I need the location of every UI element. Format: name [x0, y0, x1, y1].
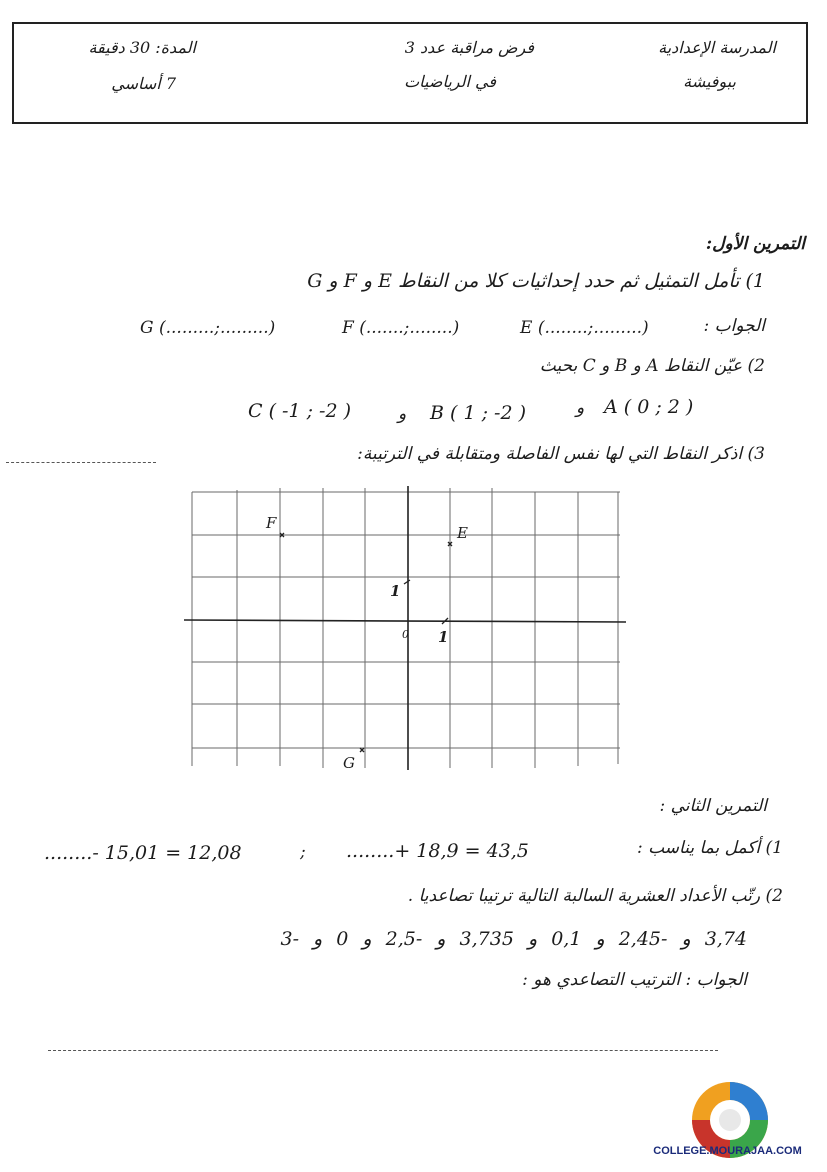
label-f: F [266, 514, 277, 532]
equation-2: ........- 15,01 = 12,08 [44, 842, 242, 864]
answer-dotted-line [6, 462, 156, 463]
exercise1-q1: 1) تأمل التمثيل ثم حدد إحداثيات كلا من النقاط E و F و G [307, 270, 765, 292]
grade-level: 7 أساسي [111, 74, 176, 93]
answer-g: G (.........;.........) [140, 318, 276, 338]
y-unit-tick [404, 580, 410, 584]
point-b: B ( 1 ; -2 ) [430, 402, 526, 424]
exercise2-title: التمرين الثاني : [659, 796, 767, 816]
label-origin: 0 [402, 628, 409, 641]
x-axis [184, 620, 626, 622]
test-subject: في الرياضيات [404, 72, 496, 91]
test-title: فرض مراقبة عدد 3 [404, 38, 534, 57]
exercise2-q1: 1) أكمل بما يناسب : [636, 838, 783, 858]
exercise2-answer: الجواب : الترتيب التصاعدي هو : [522, 970, 747, 990]
site-logo [680, 1072, 780, 1172]
point-markers [280, 533, 452, 752]
and-2: و [398, 404, 407, 424]
point-g-marker [360, 748, 364, 752]
equation-1: ........+ 18,9 = 43,5 [346, 840, 529, 862]
number-list: 3,74 و -2,45 و 0,1 و 3,735 و -2,5 و 0 و -3 [280, 928, 747, 950]
answer-e: E (........;.........) [520, 318, 649, 338]
test-duration: المدة: 30 دقيقة [88, 38, 196, 57]
answer-f: F (.......;........) [342, 318, 460, 338]
site-url: COLLEGE.MOURAJAA.COM [653, 1145, 802, 1157]
answer-label: الجواب : [703, 316, 765, 336]
exercise1-q3: 3) اذكر النقاط التي لها نفس الفاصلة ومتقابلة في الترتيبة: [357, 444, 765, 464]
label-e: E [457, 524, 468, 542]
header-box [12, 22, 808, 124]
school-town: ببوفيشة [683, 72, 736, 91]
answer-dotted-line-2 [48, 1050, 718, 1051]
equation-separator: ; [300, 842, 306, 862]
exercise1-q2: 2) عيّن النقاط A و B و C بحيث [539, 356, 765, 376]
coordinate-grid [180, 478, 630, 773]
label-one-x: 1 [438, 628, 449, 646]
label-one-y: 1 [390, 582, 401, 600]
point-a: A ( 0 ; 2 ) [604, 396, 694, 418]
exercise1-title: التمرين الأول: [705, 234, 805, 254]
school-name: المدرسة الإعدادية [658, 38, 776, 57]
and-1: و [576, 398, 585, 418]
point-c: C ( -1 ; -2 ) [248, 400, 351, 422]
label-g: G [343, 754, 355, 772]
exercise2-q2: 2) رتّب الأعداد العشرية السالبة التالية ترتيبا تصاعديا . [407, 886, 783, 906]
